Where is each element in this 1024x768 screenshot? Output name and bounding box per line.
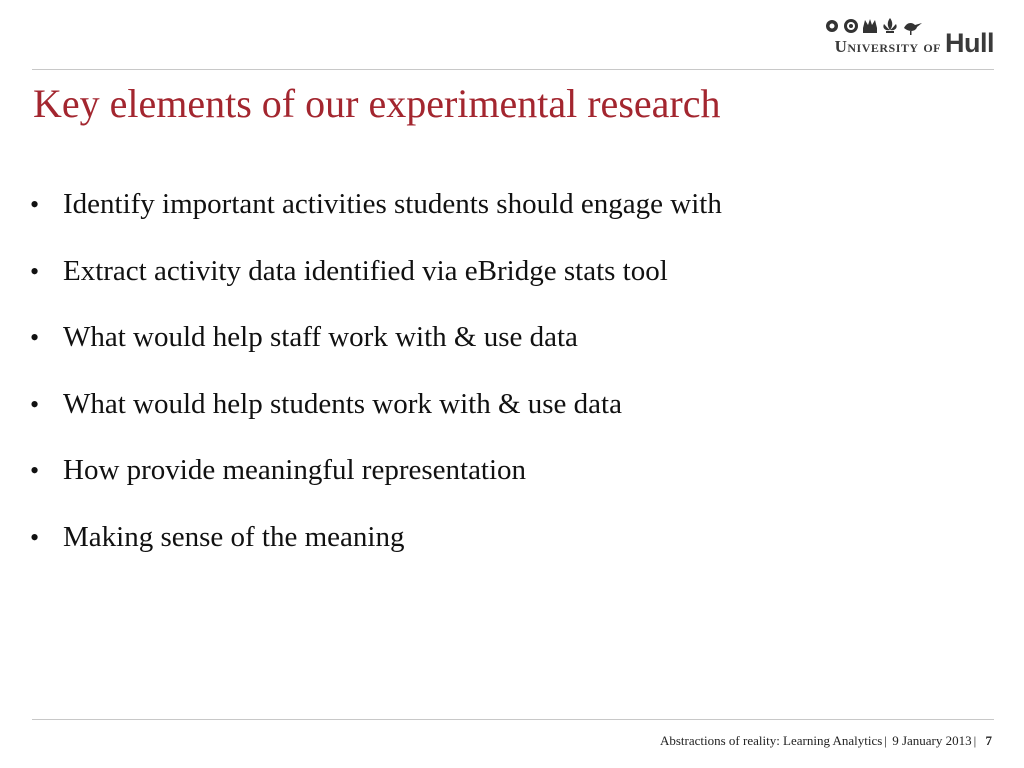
bullet-icon: •	[30, 256, 40, 286]
page-number: 7	[985, 733, 992, 748]
slide-title: Key elements of our experimental research	[33, 81, 721, 126]
footer-presentation-title: Abstractions of reality: Learning Analytics	[659, 733, 883, 748]
slide-footer	[660, 733, 992, 749]
bullet-icon: •	[30, 190, 40, 219]
university-of-hull-logo	[798, 16, 994, 58]
bullet-text: Making sense of the meaning	[63, 520, 405, 553]
bullet-item	[30, 188, 722, 255]
logo-wordmark	[835, 30, 994, 57]
bullet-item	[30, 454, 722, 521]
bullet-icon: •	[30, 522, 40, 552]
bullet-icon: •	[30, 389, 40, 419]
bullet-text: How provide meaningful representation	[63, 454, 527, 486]
bullet-text: Extract activity data identified via eBridge stats tool	[63, 254, 668, 287]
header-divider	[32, 69, 994, 70]
bullet-icon: •	[30, 323, 40, 352]
bullet-item	[30, 521, 722, 588]
footer-divider	[32, 719, 994, 720]
bullet-list	[30, 188, 722, 587]
bullet-text: Identify important activities students should engage with	[63, 188, 722, 220]
footer-date: 9 January 2013	[892, 733, 972, 748]
bullet-text: What would help students work with & use data	[63, 387, 622, 420]
footer-separator: |	[884, 733, 887, 748]
bullet-item	[30, 255, 722, 322]
logo-hull: Hull	[945, 28, 994, 58]
footer-separator: |	[973, 733, 977, 748]
bullet-item	[30, 321, 722, 388]
logo-university-of: University of	[834, 37, 941, 56]
bullet-icon: •	[30, 456, 40, 485]
bullet-item	[30, 388, 722, 455]
bullet-text: What would help staff work with & use data	[63, 321, 578, 353]
